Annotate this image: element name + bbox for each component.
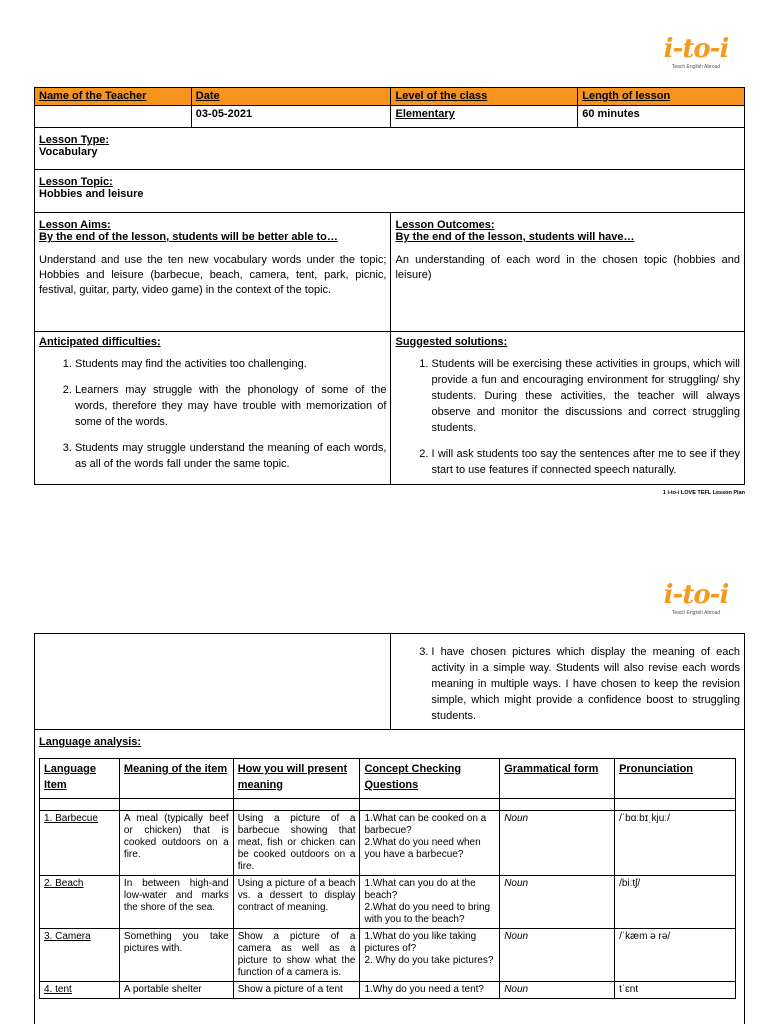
level-value: Elementary	[391, 106, 578, 128]
language-analysis-label: Language analysis:	[39, 736, 142, 748]
lesson-type-value: Vocabulary	[39, 146, 98, 158]
lesson-plan-table	[34, 87, 745, 485]
item-ccq: 1.What do you like taking pictures of? 2. Why do you take pictures?	[360, 929, 500, 982]
col-form: Grammatical form	[500, 759, 615, 799]
language-table-spacer-row	[40, 799, 736, 811]
logo-tagline: Teach English Abroad	[671, 64, 721, 70]
col-language-item: Language Item	[40, 759, 120, 799]
aims-text: Understand and use the ten new vocabulary words under the topic; Hobbies and leisure (barbecue, beach, camera, tent, park, picnic, festival, guitar, party, video game) in the context of the topic.	[39, 254, 387, 296]
item-meaning: A portable shelter	[119, 982, 233, 999]
table-row	[40, 876, 736, 929]
lesson-topic-row	[35, 170, 745, 213]
item-present: Show a picture of a tent	[233, 982, 360, 999]
item-form: Noun	[500, 876, 615, 929]
item-present: Using a picture of a beach vs. a dessert to display contract of meaning.	[233, 876, 360, 929]
lesson-topic-label: Lesson Topic:	[39, 176, 113, 188]
difficulty-item: 1. Students may find the activities too challenging.	[75, 356, 386, 372]
teacher-label: Name of the Teacher	[35, 88, 192, 106]
length-value: 60 minutes	[578, 106, 745, 128]
item-form: Noun	[500, 929, 615, 982]
aims-sub: By the end of the lesson, students will be better able to…	[39, 231, 338, 243]
item-ccq: 1.What can you do at the beach? 2.What do you need to bring with you to the beach?	[360, 876, 500, 929]
page-footer-note: 1 i-to-i LOVE TEFL Lesson Plan	[662, 490, 745, 496]
item-present: Show a picture of a camera as well as a picture to show what the function of a camera is.	[233, 929, 360, 982]
logo-wordmark: i-to-i	[663, 580, 729, 610]
lesson-topic-value: Hobbies and leisure	[39, 188, 144, 200]
header-values-row	[35, 106, 745, 128]
aims-label: Lesson Aims:	[39, 219, 111, 231]
item-form: Noun	[500, 811, 615, 876]
lesson-type-label: Lesson Type:	[39, 134, 110, 146]
item-meaning: Something you take pictures with.	[119, 929, 233, 982]
difficulties-label: Anticipated difficulties:	[39, 336, 161, 348]
col-present: How you will present meaning	[233, 759, 360, 799]
solutions-continued-row	[35, 634, 745, 730]
table-row	[40, 811, 736, 876]
difficulties-solutions-row	[35, 332, 745, 485]
item-present: Using a picture of a barbecue showing that meat, fish or chicken can be cooked outdoors on a fire.	[233, 811, 360, 876]
item-pronunciation: /biːtʃ/	[615, 876, 736, 929]
solution-item: 2. I will ask students too say the sentences after me to see if they start to use features if connected speech naturally.	[431, 446, 740, 478]
solutions-list-continued	[395, 644, 740, 724]
item-form: Noun	[500, 982, 615, 999]
outcomes-sub: By the end of the lesson, students will have…	[395, 231, 635, 243]
item-pronunciation: /ˈkæm ə rə/	[615, 929, 736, 982]
empty-cell	[35, 634, 391, 730]
col-pronunciation: Pronunciation	[615, 759, 736, 799]
solutions-label: Suggested solutions:	[395, 336, 508, 348]
outcomes-label: Lesson Outcomes:	[395, 219, 495, 231]
logo-tagline: Teach English Abroad	[671, 610, 721, 616]
language-item: 2. Beach	[40, 876, 120, 929]
level-label: Level of the class	[391, 88, 578, 106]
date-label: Date	[191, 88, 391, 106]
language-analysis-row	[35, 730, 745, 1024]
language-item: 3. Camera	[40, 929, 120, 982]
table-row	[40, 929, 736, 982]
solution-item: 1. Students will be exercising these activities in groups, which will provide a fun and encouraging environment for struggling/ shy students. During these activities, the teacher will always observe and monitor the discussions and correct struggling students.	[431, 356, 740, 436]
item-ccq: 1.Why do you need a tent?	[360, 982, 500, 999]
aims-outcomes-row	[35, 213, 745, 332]
difficulty-item: 3. Students may struggle understand the meaning of each words, as all of the words fall under the same topic.	[75, 440, 386, 472]
col-ccq: Concept Checking Questions	[360, 759, 500, 799]
item-pronunciation: /ˈbɑːbɪˌkjuː/	[615, 811, 736, 876]
item-meaning: A meal (typically beef or chicken) that is cooked outdoors on a fire.	[119, 811, 233, 876]
header-row	[35, 88, 745, 106]
item-ccq: 1.What can be cooked on a barbecue? 2.What do you need when you have a barbecue?	[360, 811, 500, 876]
table-row	[40, 982, 736, 999]
difficulties-list	[39, 356, 386, 472]
solution-item: 3. I have chosen pictures which display the meaning of each activity in a simple way. Students will also revise each words meaning in multiple ways. I have chosen to keep the revision simple, which might provide a confidence boost to struggling students.	[431, 644, 740, 724]
length-label: Length of lesson	[578, 88, 745, 106]
solutions-list	[395, 356, 740, 478]
brand-logo-page2	[660, 582, 732, 616]
outcomes-text: An understanding of each word in the chosen topic (hobbies and leisure)	[395, 254, 740, 281]
language-table-header	[40, 759, 736, 799]
language-item: 4. tent	[40, 982, 120, 999]
difficulty-item: 2. Learners may struggle with the phonology of some of the words, therefore they may have trouble with memorization of some of the words.	[75, 382, 386, 430]
teacher-value	[35, 106, 192, 128]
language-analysis-table	[39, 758, 736, 999]
item-meaning: In between high-and low-water and marks the shore of the sea.	[119, 876, 233, 929]
language-item: 1. Barbecue	[40, 811, 120, 876]
logo-wordmark: i-to-i	[663, 34, 729, 64]
date-value: 03-05-2021	[191, 106, 391, 128]
lesson-plan-table-continued	[34, 633, 745, 1024]
item-pronunciation: tˈɛnt	[615, 982, 736, 999]
col-meaning: Meaning of the item	[119, 759, 233, 799]
brand-logo	[660, 36, 732, 70]
lesson-type-row	[35, 128, 745, 170]
